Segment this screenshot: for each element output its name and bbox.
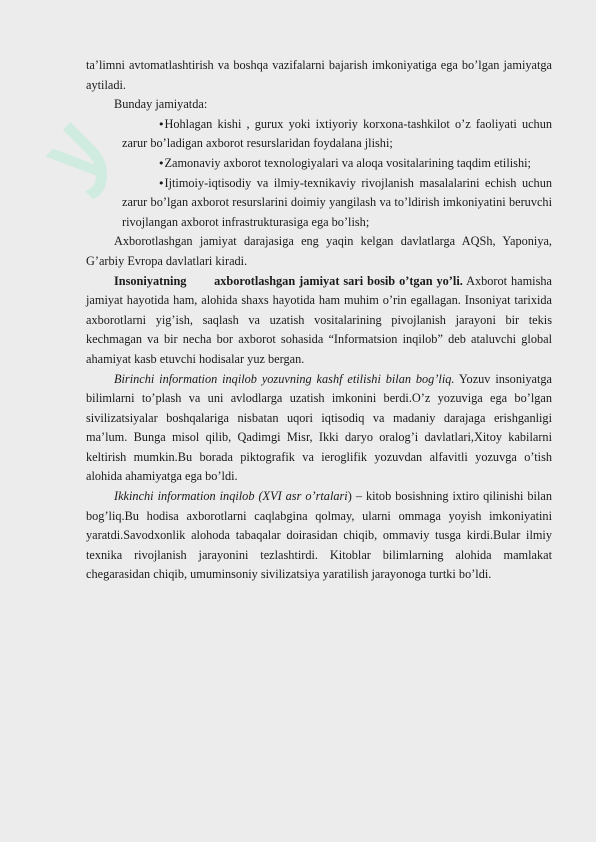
bullet-text: Hohlagan kishi , gurux yoki ixtiyoriy korxona-tashkilot o’z faoliyati uchun zarur bo’ladigan axborot resurslaridan foydalana jlishi; (122, 116, 552, 151)
paragraph-text: Axborot hamisha jamiyat hayotida ham, alohida shaxs hayotida ham muhim o’rin egallagan. Insoniyat tarixida axborotlarni yig’ish, saqlash va uzatish vositalarining pivojlanish jarayoni bir tekis kechmagan va bir necha bor axborot sohasida “Informatsion inqilob” deb ataluvchi global ahamiyat kasb etuvchi hodisalar yuz bergan. (86, 273, 552, 366)
paragraph-first-revolution (86, 370, 552, 488)
italic-lead: Birinchi information inqilob yozuvning kashf etilishi bilan bog’liq. (114, 371, 455, 386)
bullet-icon: • (158, 176, 165, 190)
watermark-left-top: ﻻ (32, 109, 140, 217)
bullet-icon: • (158, 156, 165, 170)
section-heading: Insoniyatning axborotlashgan jamiyat sari bosib o’tgan yo’li. (114, 273, 463, 288)
paragraph-text: ) – kitob bosishning ixtiro qilinishi bilan bog’liq.Bu hodisa axborotlarni caqlabgina qolmay, ularni ommaga yoyish imkoniyatini yaratdi.Savodxonlik alohoda tabaqalar doirasidan chiqib, ommaviy tusga kirdi.Bular ilmiy texnika rivojlanish jarayonini tezlashtirdi. Kitoblar bilimlarning alohida mamlakat chegarasidan chiqib, umuminsoniy sivilizatsiya yaratilish jarayonoga turtki bo’ldi. (86, 489, 552, 582)
paragraph-text: Yozuv insoniyatga bilimlarni to’plash va uni avlodlarga uzatish imkonini berdi.O’z yozuviga ega bo’lgan sivilizatsiyalar boshqalariga nisbatan uqori iqtisodiq va madaniy darajaga erishganligi ma’lum. Bunga misol qilib, Qadimgi Misr, Ikki daryo oralog’i davlatlari,Xitoy kabilarni keltirish mumkin.Bu borada piktografik va ieroglifik yozuvdan alfavitli yozuvga o’tish alohida ahamiyatga ega bo’ldi. (86, 371, 553, 484)
bullet-item-1 (86, 115, 552, 154)
bullet-item-2 (86, 154, 552, 174)
paragraph-history (86, 272, 552, 370)
paragraph-second-revolution (86, 487, 552, 585)
paragraph-countries: Axborotlashgan jamiyat darajasiga eng yaqin kelgan davlatlarga AQSh, Yaponiya, G’arbiy Evropa davlatlari kiradi. (86, 234, 552, 268)
paragraph-lead: Bunday jamiyatda: (114, 97, 208, 112)
document-body (86, 56, 552, 585)
bullet-text: Ijtimoiy-iqtisodiy va ilmiy-texnikaviy rivojlanish masalalarini echish uchun zarur bo’lgan axborot resurslarini doimiy yangilash va to’ldirish imkoniyatini beruvchi rivojlangan axborot infrastrukturasiga ega bo’lish; (122, 175, 552, 229)
paragraph-intro: ta’limni avtomatlashtirish va boshqa vazifalarni bajarish imkoniyatiga ega bo’lgan jamiyatga aytiladi. (86, 58, 552, 92)
italic-lead: Ikkinchi information inqilob (XVI asr o’rtalari (114, 489, 348, 504)
bullet-icon: • (158, 117, 165, 131)
bullet-text: Zamonaviy axborot texnologiyalari va aloqa vositalarining taqdim etilishi; (164, 155, 531, 170)
bullet-item-3 (86, 174, 552, 233)
